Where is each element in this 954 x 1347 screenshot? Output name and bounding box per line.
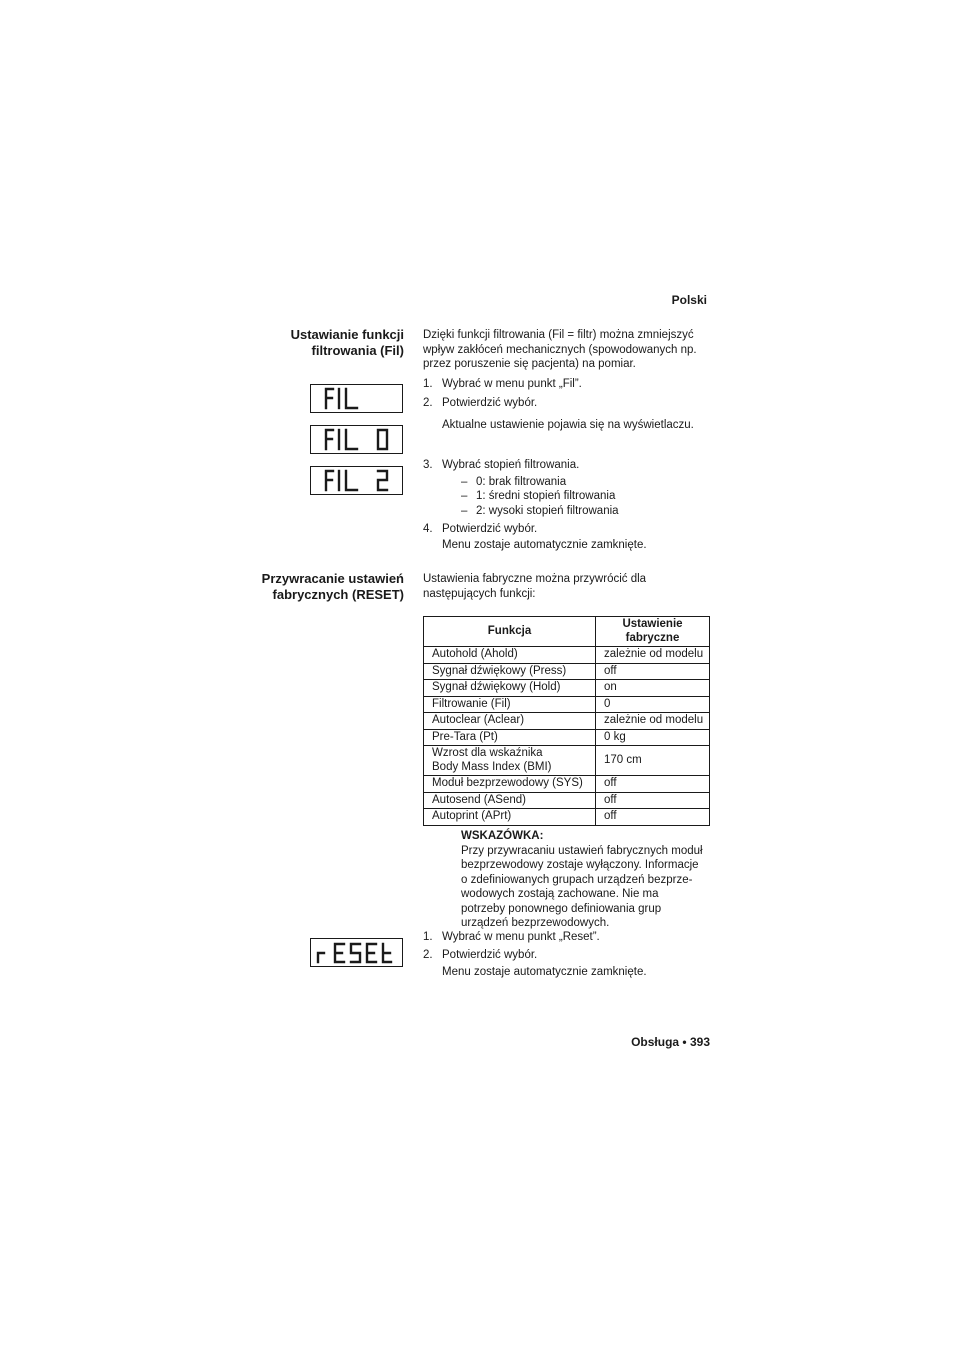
step-item bbox=[423, 377, 713, 392]
step-text: Wybrać stopień filtrowania. bbox=[442, 459, 580, 471]
header-line: fabryczne bbox=[625, 631, 680, 644]
filter-intro bbox=[423, 328, 723, 372]
table-cell: off bbox=[596, 776, 710, 793]
lcd-display-fil bbox=[310, 384, 403, 413]
table-cell: zależnie od modelu bbox=[596, 647, 710, 664]
step-item bbox=[423, 522, 713, 537]
table-row bbox=[424, 809, 710, 826]
language-label: Polski bbox=[671, 293, 707, 307]
table-row bbox=[424, 647, 710, 664]
table-row bbox=[424, 776, 710, 793]
step-item bbox=[423, 538, 713, 553]
table-row bbox=[424, 729, 710, 746]
table-cell: Autosend (ASend) bbox=[424, 792, 596, 809]
table-row bbox=[424, 680, 710, 697]
step-item bbox=[423, 458, 713, 473]
lcd-segments bbox=[311, 385, 402, 412]
step-text: Wybrać w menu punkt „Fil”. bbox=[442, 378, 582, 390]
note-line: potrzeby ponownego definiowania grup bbox=[461, 902, 662, 915]
table-cell: zależnie od modelu bbox=[596, 713, 710, 730]
step-text: Wybrać w menu punkt „Reset”. bbox=[442, 931, 600, 943]
intro-line: Ustawienia fabryczne można przywrócić dla bbox=[423, 573, 647, 585]
section-heading-reset bbox=[230, 571, 404, 603]
lcd-segments bbox=[311, 426, 402, 453]
table-cell: Sygnał dźwiękowy (Press) bbox=[424, 663, 596, 680]
page-footer: Obsługa • 393 bbox=[631, 1035, 710, 1049]
table-cell: off bbox=[596, 663, 710, 680]
step-text: Aktualne ustawienie pojawia się na wyświetlaczu. bbox=[442, 419, 694, 431]
heading-line: Przywracanie ustawień bbox=[261, 571, 404, 586]
note-line: urządzeń bezprzewodowych. bbox=[461, 917, 610, 929]
step-number: 4. bbox=[423, 523, 433, 535]
option-item bbox=[461, 504, 691, 519]
heading-line: Ustawianie funkcji bbox=[290, 327, 404, 342]
note-title: WSKAZÓWKA: bbox=[461, 830, 544, 842]
cell-line: Body Mass Index (BMI) bbox=[432, 760, 552, 773]
step-number: 2. bbox=[423, 949, 433, 961]
note-box bbox=[461, 829, 711, 931]
section-heading-filter bbox=[230, 327, 404, 359]
table-cell: Pre-Tara (Pt) bbox=[424, 729, 596, 746]
table-row bbox=[424, 713, 710, 730]
column-header-factory-setting bbox=[596, 617, 710, 647]
option-text: 1: średni stopień filtrowania bbox=[476, 490, 616, 502]
table-cell: Autohold (Ahold) bbox=[424, 647, 596, 664]
table-cell: 0 bbox=[596, 696, 710, 713]
table-cell: Sygnał dźwiękowy (Hold) bbox=[424, 680, 596, 697]
table-header-row bbox=[424, 617, 710, 647]
step-text: Potwierdzić wybór. bbox=[442, 523, 538, 535]
step-item bbox=[423, 396, 713, 411]
table-cell: Autoprint (APrt) bbox=[424, 809, 596, 826]
step-text: Potwierdzić wybór. bbox=[442, 397, 538, 409]
dash: – bbox=[461, 505, 468, 517]
intro-line: następujących funkcji: bbox=[423, 587, 536, 600]
heading-line: filtrowania (Fil) bbox=[311, 343, 404, 358]
table-cell: off bbox=[596, 809, 710, 826]
table-cell: off bbox=[596, 792, 710, 809]
dash: – bbox=[461, 490, 468, 502]
step-item bbox=[423, 930, 713, 945]
option-text: 2: wysoki stopień filtrowania bbox=[476, 505, 619, 517]
table-cell: Moduł bezprzewodowy (SYS) bbox=[424, 776, 596, 793]
lcd-display-fil-0 bbox=[310, 425, 403, 454]
lcd-segments bbox=[311, 467, 402, 494]
factory-settings-table bbox=[423, 616, 710, 826]
note-line: wodowych zostają zachowane. Nie ma bbox=[461, 888, 659, 900]
table-row bbox=[424, 746, 710, 776]
table-cell: 170 cm bbox=[596, 746, 710, 776]
step-text: Potwierdzić wybór. bbox=[442, 949, 538, 961]
cell-line: Wzrost dla wskaźnika bbox=[432, 747, 543, 759]
table-cell: 0 kg bbox=[596, 729, 710, 746]
lcd-display-reset bbox=[310, 938, 403, 967]
step-item bbox=[423, 418, 713, 433]
step-item bbox=[423, 948, 713, 963]
intro-line: wpływ zakłóceń mechanicznych (spowodowanych np. bbox=[423, 343, 697, 356]
step-number: 1. bbox=[423, 378, 433, 390]
step-number: 3. bbox=[423, 459, 433, 471]
note-line: bezprzewodowy zostaje wyłączony. Informacje bbox=[461, 859, 699, 871]
step-item bbox=[423, 965, 713, 980]
dash: – bbox=[461, 476, 468, 488]
option-item bbox=[461, 489, 691, 504]
step-number: 1. bbox=[423, 931, 433, 943]
lcd-display-fil-2 bbox=[310, 466, 403, 495]
table-row bbox=[424, 696, 710, 713]
option-item bbox=[461, 475, 691, 490]
reset-intro bbox=[423, 572, 723, 601]
column-header-function: Funkcja bbox=[424, 617, 596, 647]
step-number: 2. bbox=[423, 397, 433, 409]
table-row bbox=[424, 663, 710, 680]
table-cell: Filtrowanie (Fil) bbox=[424, 696, 596, 713]
header-line: Ustawienie bbox=[622, 618, 683, 630]
lcd-segments bbox=[311, 939, 402, 966]
intro-line: przez poruszenie się pacjenta) na pomiar. bbox=[423, 358, 636, 370]
table-cell bbox=[424, 746, 596, 776]
heading-line: fabrycznych (RESET) bbox=[272, 587, 404, 602]
table-row bbox=[424, 792, 710, 809]
step-text: Menu zostaje automatycznie zamknięte. bbox=[442, 539, 647, 551]
step-text: Menu zostaje automatycznie zamknięte. bbox=[442, 966, 647, 978]
table-cell: on bbox=[596, 680, 710, 697]
intro-line: Dzięki funkcji filtrowania (Fil = filtr) można zmniejszyć bbox=[423, 329, 694, 341]
note-line: Przy przywracaniu ustawień fabrycznych moduł bbox=[461, 844, 703, 857]
note-line: o zdefiniowanych grupach urządzeń bezprze- bbox=[461, 873, 693, 886]
table-cell: Autoclear (Aclear) bbox=[424, 713, 596, 730]
option-text: 0: brak filtrowania bbox=[476, 476, 567, 488]
